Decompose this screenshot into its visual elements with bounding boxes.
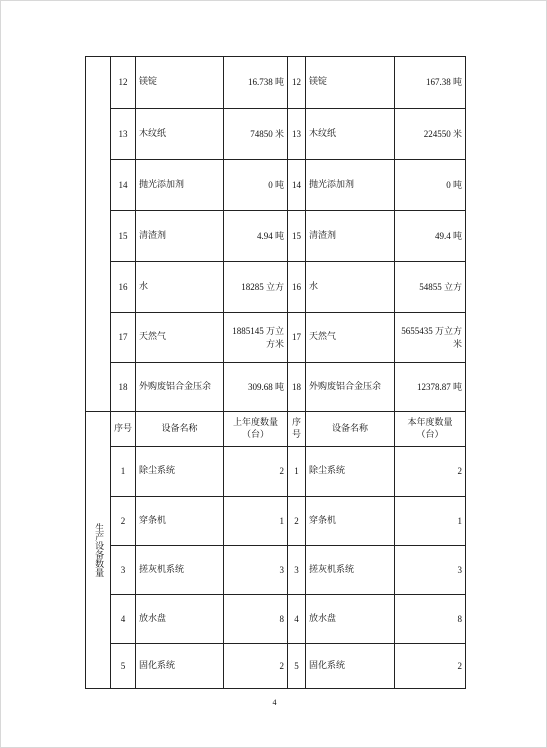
table-row bbox=[86, 546, 466, 595]
curr-quantity: 224550 米 bbox=[395, 109, 466, 160]
header-prev-quantity: 上年度数量（台） bbox=[224, 412, 288, 447]
curr-quantity: 0 吨 bbox=[395, 160, 466, 211]
prev-quantity: 1 bbox=[224, 497, 288, 546]
prev-quantity: 0 吨 bbox=[224, 160, 288, 211]
row-number: 2 bbox=[288, 497, 306, 546]
material-name: 镁锭 bbox=[306, 57, 395, 109]
material-name: 镁锭 bbox=[136, 57, 224, 109]
material-name: 清渣剂 bbox=[306, 211, 395, 262]
material-name: 水 bbox=[136, 262, 224, 313]
equipment-name: 除尘系统 bbox=[306, 447, 395, 497]
prev-quantity: 18285 立方 bbox=[224, 262, 288, 313]
equipment-name: 放水盘 bbox=[136, 595, 224, 644]
curr-quantity: 8 bbox=[395, 595, 466, 644]
equipment-section-label: 生产设备数量 bbox=[93, 523, 104, 577]
curr-quantity: 2 bbox=[395, 447, 466, 497]
header-curr-quantity: 本年度数量（台） bbox=[395, 412, 466, 447]
curr-quantity: 5655435 万立方米 bbox=[395, 313, 466, 363]
curr-quantity: 2 bbox=[395, 644, 466, 689]
prev-quantity: 4.94 吨 bbox=[224, 211, 288, 262]
row-number: 1 bbox=[288, 447, 306, 497]
table-row bbox=[86, 644, 466, 689]
prev-quantity: 309.68 吨 bbox=[224, 363, 288, 412]
curr-quantity: 54855 立方 bbox=[395, 262, 466, 313]
table-row bbox=[86, 313, 466, 363]
material-name: 木纹纸 bbox=[306, 109, 395, 160]
row-number: 12 bbox=[288, 57, 306, 109]
header-number: 序号 bbox=[111, 412, 136, 447]
table-row bbox=[86, 447, 466, 497]
material-name: 抛光添加剂 bbox=[136, 160, 224, 211]
row-number: 13 bbox=[288, 109, 306, 160]
row-number: 16 bbox=[111, 262, 136, 313]
material-name: 木纹纸 bbox=[136, 109, 224, 160]
row-number: 3 bbox=[288, 546, 306, 595]
equipment-name: 搓灰机系统 bbox=[136, 546, 224, 595]
curr-quantity: 1 bbox=[395, 497, 466, 546]
row-number: 15 bbox=[288, 211, 306, 262]
row-number: 14 bbox=[288, 160, 306, 211]
prev-quantity: 16.738 吨 bbox=[224, 57, 288, 109]
material-name: 抛光添加剂 bbox=[306, 160, 395, 211]
equipment-name: 固化系统 bbox=[136, 644, 224, 689]
page-number: 4 bbox=[272, 698, 277, 707]
curr-quantity: 49.4 吨 bbox=[395, 211, 466, 262]
row-number: 5 bbox=[111, 644, 136, 689]
row-number: 17 bbox=[111, 313, 136, 363]
material-name: 外购废铝合金压余 bbox=[136, 363, 224, 412]
prev-quantity: 1885145 万立方米 bbox=[224, 313, 288, 363]
material-name: 清渣剂 bbox=[136, 211, 224, 262]
row-number: 14 bbox=[111, 160, 136, 211]
prev-quantity: 8 bbox=[224, 595, 288, 644]
row-number: 17 bbox=[288, 313, 306, 363]
row-number: 16 bbox=[288, 262, 306, 313]
row-number: 3 bbox=[111, 546, 136, 595]
table-row bbox=[86, 363, 466, 412]
material-name: 天然气 bbox=[306, 313, 395, 363]
row-number: 15 bbox=[111, 211, 136, 262]
table-row bbox=[86, 160, 466, 211]
row-number: 2 bbox=[111, 497, 136, 546]
row-number: 4 bbox=[288, 595, 306, 644]
row-number: 18 bbox=[111, 363, 136, 412]
materials-category-cell bbox=[86, 57, 111, 412]
table-row bbox=[86, 595, 466, 644]
curr-quantity: 3 bbox=[395, 546, 466, 595]
equipment-name: 放水盘 bbox=[306, 595, 395, 644]
header-equipment-name: 设备名称 bbox=[136, 412, 224, 447]
equipment-name: 穿条机 bbox=[136, 497, 224, 546]
table-header-row bbox=[86, 412, 466, 447]
material-name: 外购废铝合金压余 bbox=[306, 363, 395, 412]
row-number: 13 bbox=[111, 109, 136, 160]
table-row bbox=[86, 109, 466, 160]
prev-quantity: 2 bbox=[224, 644, 288, 689]
equipment-category-cell bbox=[86, 412, 111, 689]
table-row bbox=[86, 497, 466, 546]
row-number: 18 bbox=[288, 363, 306, 412]
equipment-name: 除尘系统 bbox=[136, 447, 224, 497]
header-equipment-name: 设备名称 bbox=[306, 412, 395, 447]
header-number: 序号 bbox=[288, 412, 306, 447]
prev-quantity: 74850 米 bbox=[224, 109, 288, 160]
curr-quantity: 167.38 吨 bbox=[395, 57, 466, 109]
material-name: 水 bbox=[306, 262, 395, 313]
curr-quantity: 12378.87 吨 bbox=[395, 363, 466, 412]
prev-quantity: 3 bbox=[224, 546, 288, 595]
table-row bbox=[86, 262, 466, 313]
material-name: 天然气 bbox=[136, 313, 224, 363]
table-row bbox=[86, 57, 466, 109]
row-number: 12 bbox=[111, 57, 136, 109]
data-table bbox=[85, 56, 466, 689]
equipment-name: 搓灰机系统 bbox=[306, 546, 395, 595]
table-row bbox=[86, 211, 466, 262]
row-number: 1 bbox=[111, 447, 136, 497]
equipment-name: 固化系统 bbox=[306, 644, 395, 689]
row-number: 4 bbox=[111, 595, 136, 644]
row-number: 5 bbox=[288, 644, 306, 689]
prev-quantity: 2 bbox=[224, 447, 288, 497]
equipment-name: 穿条机 bbox=[306, 497, 395, 546]
